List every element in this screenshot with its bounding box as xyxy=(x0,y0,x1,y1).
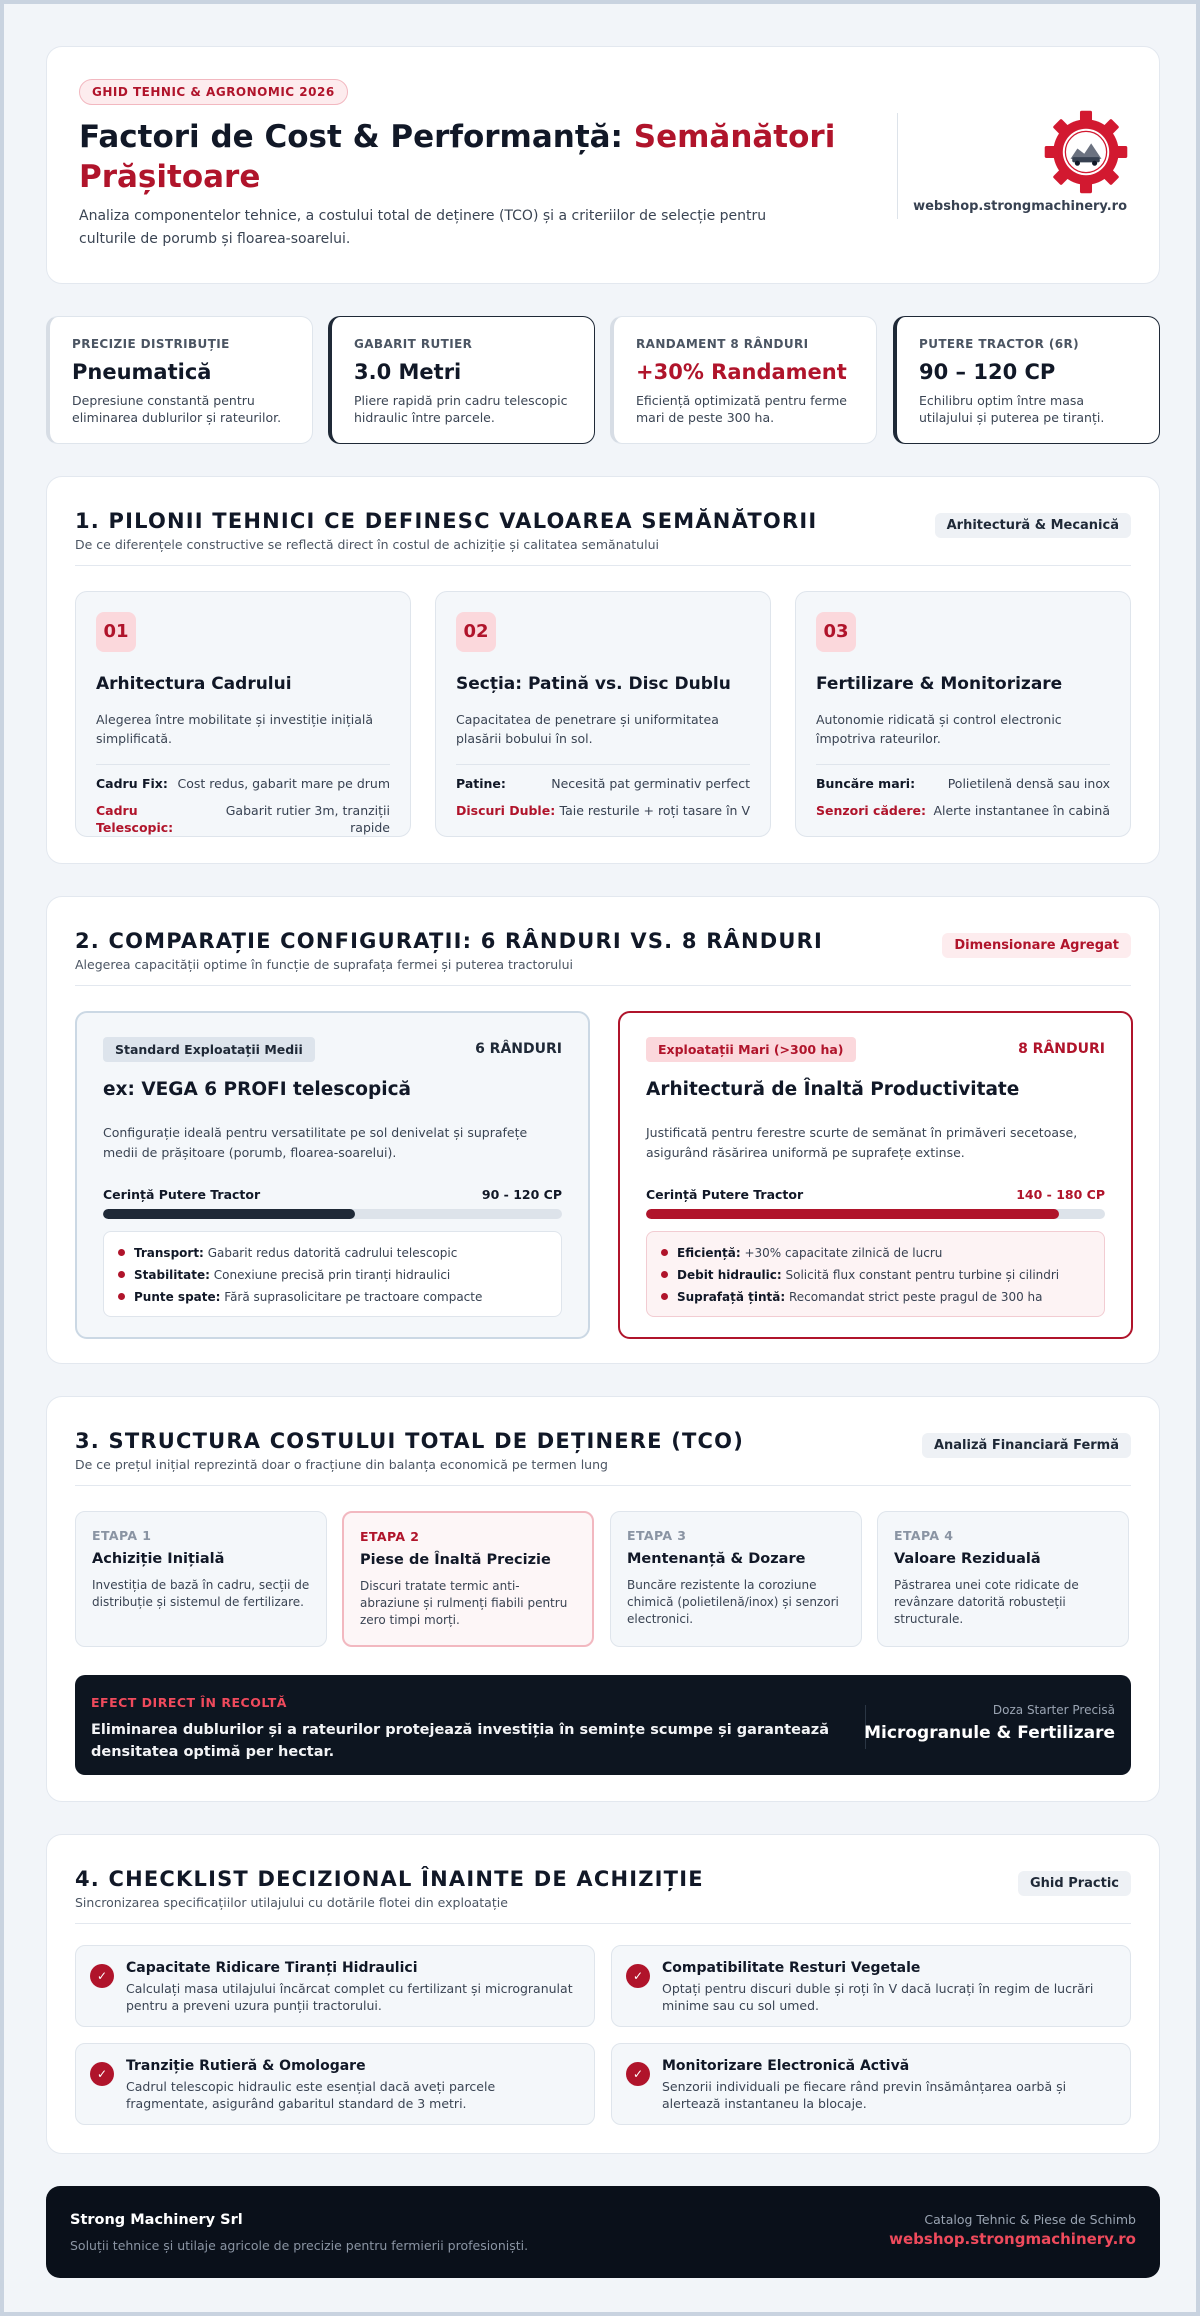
pillar-row xyxy=(456,775,750,792)
guide-badge: GHID TEHNIC & AGRONOMIC 2026 xyxy=(79,79,348,105)
pillar-row-value: Polietilenă densă sau inox xyxy=(947,776,1110,791)
checklist-desc: Cadrul telescopic hidraulic este esențial dacă aveți parcele fragmentate, asigurând gabaritul standard de 3 metri. xyxy=(126,2079,496,2111)
checklist-item xyxy=(611,1945,1131,2027)
config-tag: Exploatații Mari (>300 ha) xyxy=(646,1037,856,1062)
power-value: 90 - 120 CP xyxy=(481,1187,562,1202)
section-title: 1. PILONII TEHNICI CE DEFINESC VALOAREA SEMĂNĂTORII xyxy=(75,509,818,533)
stage-card-1 xyxy=(75,1511,327,1647)
pillar-row-key: Patine: xyxy=(456,776,506,791)
pillar-row-value: Gabarit rutier 3m, tranziții rapide xyxy=(225,803,390,835)
pillar-row-value: Cost redus, gabarit mare pe drum xyxy=(177,776,390,791)
section-tco xyxy=(46,1396,1160,1802)
gear-logo-icon xyxy=(1043,109,1129,195)
stage-card-4 xyxy=(877,1511,1129,1647)
pillar-row-value: Necesită pat germinativ perfect xyxy=(551,776,750,791)
stat-card-yield xyxy=(610,316,877,444)
stat-label: RANDAMENT 8 RÂNDURI xyxy=(636,337,809,351)
checklist-item xyxy=(75,1945,595,2027)
pillar-desc: Capacitatea de penetrare și uniformitatea plasării bobului în sol. xyxy=(456,712,719,746)
header-website[interactable]: webshop.strongmachinery.ro xyxy=(913,199,1127,214)
stage-title: Piese de Înaltă Precizie xyxy=(360,1552,551,1568)
power-label: Cerință Putere Tractor xyxy=(646,1187,804,1202)
stat-desc: Echilibru optim între masa utilajului și puterea pe tiranți. xyxy=(919,393,1105,425)
stage-step: ETAPA 3 xyxy=(627,1528,687,1543)
config-rows: 8 RÂNDURI xyxy=(1018,1041,1105,1057)
stat-value: Pneumatică xyxy=(72,360,212,384)
section-divider xyxy=(75,1485,1131,1486)
stat-label: PRECIZIE DISTRIBUȚIE xyxy=(72,337,230,351)
stage-title: Valoare Reziduală xyxy=(894,1551,1041,1567)
feature-value: Solicită flux constant pentru turbine și cilindri xyxy=(785,1268,1060,1282)
config-tag: Standard Exploatații Medii xyxy=(103,1037,315,1062)
title-accent: Semănători Prășitoare xyxy=(79,119,836,195)
yield-impact-banner xyxy=(75,1675,1131,1775)
section-subtitle: Sincronizarea specificațiilor utilajului cu dotările flotei din exploatație xyxy=(75,1895,508,1910)
stat-desc: Eficiență optimizată pentru ferme mari de peste 300 ha. xyxy=(636,393,847,425)
section-tag: Analiză Financiară Fermă xyxy=(922,1433,1131,1458)
checklist-desc: Senzorii individuali pe fiecare rând previn însămânțarea oarbă și alertează instantaneu la blocaje. xyxy=(662,2079,1067,2111)
pillar-divider xyxy=(456,764,750,765)
impact-side-caption: Doza Starter Precisă xyxy=(992,1703,1115,1717)
section-title: 3. STRUCTURA COSTULUI TOTAL DE DEȚINERE (TCO) xyxy=(75,1429,745,1453)
footer-company: Strong Machinery Srl xyxy=(70,2212,243,2228)
footer-website-link[interactable]: webshop.strongmachinery.ro xyxy=(889,2230,1136,2248)
impact-label: EFECT DIRECT ÎN RECOLTĂ xyxy=(91,1695,287,1710)
feature-value: Fără suprasolicitare pe tractoare compacte xyxy=(224,1290,483,1304)
pillar-row xyxy=(96,775,390,792)
stage-step: ETAPA 4 xyxy=(894,1528,954,1543)
feature-item xyxy=(118,1242,547,1264)
feature-item xyxy=(118,1286,547,1308)
pillar-row-key: Senzori cădere: xyxy=(816,803,926,818)
section-divider xyxy=(75,1923,1131,1924)
section-subtitle: De ce diferențele constructive se reflectă direct în costul de achiziție și calitatea semănatului xyxy=(75,537,659,552)
section-checklist xyxy=(46,1834,1160,2154)
stat-desc: Depresiune constantă pentru eliminarea dublurilor și rateurilor. xyxy=(72,393,282,425)
checklist-desc: Optați pentru discuri duble și roți în V dacă lucrați în regim de lucrări minime sau cu sol umed. xyxy=(662,1981,1094,2013)
stage-card-3 xyxy=(610,1511,862,1647)
section-divider xyxy=(75,565,1131,566)
header-divider xyxy=(897,113,898,219)
pillar-number: 01 xyxy=(96,612,136,652)
stage-title: Mentenanță & Dozare xyxy=(627,1551,806,1567)
stat-value: +30% Randament xyxy=(636,360,847,384)
stage-step: ETAPA 2 xyxy=(360,1529,420,1544)
section-divider xyxy=(75,985,1131,986)
power-bar-fill xyxy=(646,1209,1059,1219)
stat-label: GABARIT RUTIER xyxy=(354,337,473,351)
config-card-6-rows xyxy=(75,1011,590,1339)
pillar-row-key: Discuri Duble: xyxy=(456,803,556,818)
pillar-title: Arhitectura Cadrului xyxy=(96,674,292,694)
section-tag: Dimensionare Agregat xyxy=(942,933,1131,958)
pillar-row-key: Buncăre mari: xyxy=(816,776,916,791)
pillar-row xyxy=(96,802,390,836)
impact-text: Eliminarea dublurilor și a rateurilor protejează investiția în semințe scumpe și garantează densitatea optimă per hectar. xyxy=(91,1722,829,1760)
section-configurations xyxy=(46,896,1160,1364)
feature-value: Gabarit redus datorită cadrului telescopic xyxy=(207,1246,458,1260)
feature-key: Punte spate: xyxy=(134,1290,221,1304)
check-icon: ✓ xyxy=(90,2062,114,2086)
header-card xyxy=(46,46,1160,284)
pillar-row xyxy=(816,802,1110,819)
checklist-title: Compatibilitate Resturi Vegetale xyxy=(662,1960,921,1976)
pillar-desc: Autonomie ridicată și control electronic împotriva rateurilor. xyxy=(816,712,1062,746)
stage-title: Achiziție Inițială xyxy=(92,1551,225,1567)
stage-desc: Păstrarea unei cote ridicate de revânzare datorită robusteții structurale. xyxy=(894,1578,1079,1626)
section-tag: Arhitectură & Mecanică xyxy=(935,513,1131,538)
check-icon: ✓ xyxy=(90,1964,114,1988)
feature-value: Recomandat strict peste pragul de 300 ha xyxy=(788,1290,1043,1304)
power-bar xyxy=(646,1209,1105,1219)
pillar-number: 02 xyxy=(456,612,496,652)
checklist-item xyxy=(75,2043,595,2125)
feature-item xyxy=(661,1264,1090,1286)
pillar-divider xyxy=(96,764,390,765)
feature-item xyxy=(661,1286,1090,1308)
section-technical-pillars xyxy=(46,476,1160,864)
stage-card-2 xyxy=(342,1511,594,1647)
pillar-divider xyxy=(816,764,1110,765)
pillar-title: Secția: Patină vs. Disc Dublu xyxy=(456,674,731,694)
impact-side-title: Microgranule & Fertilizare xyxy=(864,1723,1115,1743)
checklist-title: Tranziție Rutieră & Omologare xyxy=(126,2058,366,2074)
pillar-row-value: Alerte instantanee în cabină xyxy=(933,803,1110,818)
stage-step: ETAPA 1 xyxy=(92,1528,152,1543)
feature-value: Conexiune precisă prin tiranți hidraulici xyxy=(213,1268,451,1282)
pillar-row-key: Cadru Telescopic: xyxy=(96,803,174,835)
pillar-card-frame xyxy=(75,591,411,837)
stat-value: 90 – 120 CP xyxy=(919,360,1056,384)
config-desc: Configurație ideală pentru versatilitate pe sol denivelat și suprafețe medii de prășitoare (porumb, floarea-soarelui). xyxy=(103,1125,528,1160)
stage-desc: Investiția de bază în cadru, secții de distribuție și sistemul de fertilizare. xyxy=(92,1578,310,1609)
power-bar-fill xyxy=(103,1209,355,1219)
feature-value: +30% capacitate zilnică de lucru xyxy=(744,1246,943,1260)
pillar-card-section xyxy=(435,591,771,837)
config-features xyxy=(646,1231,1105,1317)
section-subtitle: De ce prețul inițial reprezintă doar o fracțiune din balanța economică pe termen lung xyxy=(75,1457,608,1472)
config-features xyxy=(103,1231,562,1317)
pillar-row-key: Cadru Fix: xyxy=(96,776,168,791)
stat-card-precision xyxy=(46,316,313,444)
stat-label: PUTERE TRACTOR (6R) xyxy=(919,337,1080,351)
stat-desc: Pliere rapidă prin cadru telescopic hidraulic între parcele. xyxy=(354,393,568,425)
stage-desc: Discuri tratate termic anti-abraziune și rulmenți fiabili pentru zero timpi morți. xyxy=(360,1579,568,1627)
stat-value: 3.0 Metri xyxy=(354,360,462,384)
feature-key: Stabilitate: xyxy=(134,1268,210,1282)
page-title xyxy=(79,117,839,197)
page-subtitle: Analiza componentelor tehnice, a costului total de deținere (TCO) și a criteriilor de selecție pentru culturile de porumb și floarea-soarelui. xyxy=(79,208,767,247)
config-title: ex: VEGA 6 PROFI telescopică xyxy=(103,1079,412,1100)
feature-key: Transport: xyxy=(134,1246,204,1260)
feature-key: Debit hidraulic: xyxy=(677,1268,782,1282)
check-icon: ✓ xyxy=(626,1964,650,1988)
pillar-desc: Alegerea între mobilitate și investiție inițială simplificată. xyxy=(96,712,374,746)
feature-item xyxy=(118,1264,547,1286)
pillar-number: 03 xyxy=(816,612,856,652)
stage-desc: Buncăre rezistente la coroziune chimică (polietilenă/inox) și senzori electronici. xyxy=(627,1578,839,1626)
config-card-8-rows xyxy=(618,1011,1133,1339)
pillar-row xyxy=(456,802,750,819)
check-icon: ✓ xyxy=(626,2062,650,2086)
section-subtitle: Alegerea capacității optime în funcție de suprafața fermei și puterea tractorului xyxy=(75,957,574,972)
pillar-title: Fertilizare & Monitorizare xyxy=(816,674,1063,694)
checklist-title: Capacitate Ridicare Tiranți Hidraulici xyxy=(126,1960,418,1976)
footer-tagline: Soluții tehnice și utilaje agricole de precizie pentru fermierii profesioniști. xyxy=(70,2238,529,2253)
config-rows: 6 RÂNDURI xyxy=(475,1041,562,1057)
stat-card-road-width xyxy=(328,316,595,444)
section-tag: Ghid Practic xyxy=(1018,1871,1131,1896)
feature-key: Eficiență: xyxy=(677,1246,741,1260)
checklist-title: Monitorizare Electronică Activă xyxy=(662,2058,910,2074)
checklist-desc: Calculați masa utilajului încărcat complet cu fertilizant și microgranulat pentru a preveni uzura punții tractorului. xyxy=(126,1981,573,2013)
pillar-row-value: Taie resturile + roți tasare în V xyxy=(559,803,750,818)
pillar-card-fertilization xyxy=(795,591,1131,837)
section-title: 2. COMPARAȚIE CONFIGURAȚII: 6 RÂNDURI VS. 8 RÂNDURI xyxy=(75,929,824,953)
power-label: Cerință Putere Tractor xyxy=(103,1187,261,1202)
power-bar xyxy=(103,1209,562,1219)
config-title: Arhitectură de Înaltă Productivitate xyxy=(646,1079,1020,1100)
footer-catalog: Catalog Tehnic & Piese de Schimb xyxy=(924,2212,1136,2227)
footer xyxy=(46,2186,1160,2278)
feature-item xyxy=(661,1242,1090,1264)
title-main: Factori de Cost & Performanță: xyxy=(79,119,634,155)
stat-card-tractor-power xyxy=(893,316,1160,444)
config-desc: Justificată pentru ferestre scurte de semănat în primăveri secetoase, asigurând răsărirea uniformă pe suprafețe extinse. xyxy=(646,1125,1078,1160)
pillar-row xyxy=(816,775,1110,792)
section-title: 4. CHECKLIST DECIZIONAL ÎNAINTE DE ACHIZIȚIE xyxy=(75,1867,704,1891)
checklist-item xyxy=(611,2043,1131,2125)
power-value: 140 - 180 CP xyxy=(1016,1187,1105,1202)
feature-key: Suprafață țintă: xyxy=(677,1290,786,1304)
